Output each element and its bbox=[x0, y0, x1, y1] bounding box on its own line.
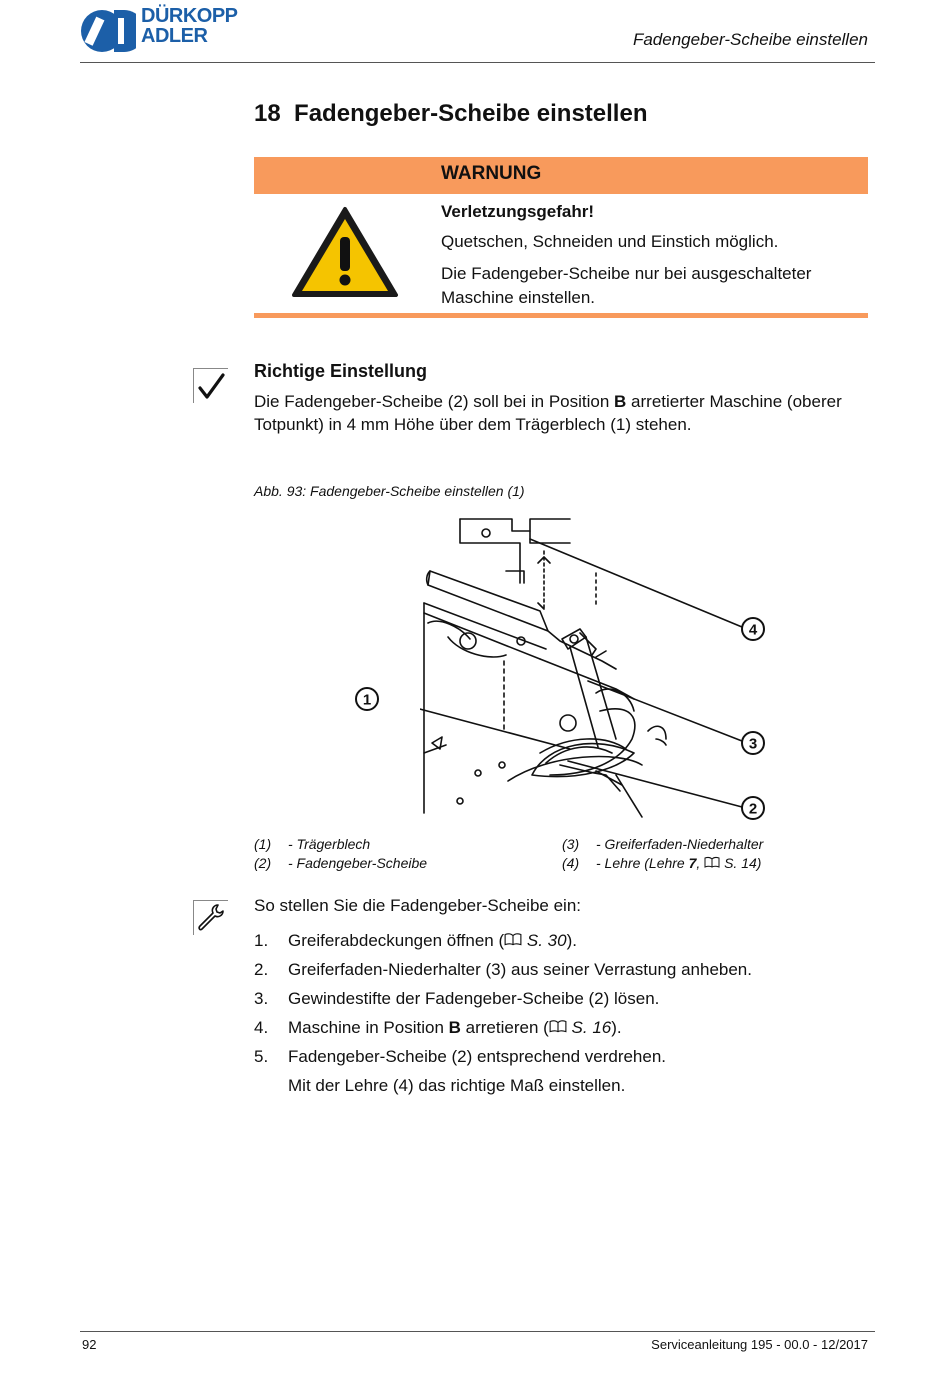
step-number: 5. bbox=[254, 1047, 269, 1066]
step-result: Mit der Lehre (4) das richtige Maß einstellen. bbox=[288, 1076, 626, 1095]
legend-num: (4) bbox=[562, 855, 580, 871]
technical-drawing bbox=[420, 513, 780, 833]
legend-text: - Lehre (Lehre bbox=[596, 855, 689, 871]
callout-4-label: 4 bbox=[748, 621, 758, 639]
warning-line-2: Die Fadengeber-Scheibe nur bei ausgeschalteter Maschine einstellen. bbox=[441, 264, 812, 307]
warning-header-bar bbox=[254, 157, 868, 194]
procedure-intro: So stellen Sie die Fadengeber-Scheibe ein: bbox=[254, 896, 581, 915]
step-number: 2. bbox=[254, 960, 269, 979]
brand-logo-icon bbox=[80, 8, 136, 54]
step-number: 1. bbox=[254, 931, 269, 950]
step-text: Maschine in Position bbox=[288, 1018, 449, 1037]
step-text-end: ). bbox=[611, 1018, 622, 1037]
step-text-mid: arretieren ( bbox=[460, 1018, 549, 1037]
step-5 bbox=[254, 1047, 666, 1067]
warning-triangle-icon bbox=[290, 205, 400, 299]
warning-label: WARNUNG bbox=[441, 163, 542, 184]
callout-2-label: 2 bbox=[748, 800, 758, 818]
brand-line-2: ADLER bbox=[141, 25, 208, 47]
step-text-end: ). bbox=[566, 931, 577, 950]
legend-item-3 bbox=[562, 836, 763, 852]
legend-item-4 bbox=[562, 855, 761, 871]
step-position: B bbox=[448, 1018, 461, 1037]
correct-setting-text-1: Die Fadengeber-Scheibe (2) soll bei in Position bbox=[254, 392, 615, 411]
warning-line-1: Quetschen, Schneiden und Einstich möglich. bbox=[441, 232, 779, 251]
step-4 bbox=[254, 1018, 622, 1038]
chapter-number: 18 bbox=[254, 100, 281, 127]
callout-2 bbox=[740, 795, 766, 821]
callout-3 bbox=[740, 730, 766, 756]
legend-text: , bbox=[696, 855, 701, 871]
legend-text: - Greiferfaden-Niederhalter bbox=[596, 836, 764, 852]
legend-text-bold: 7 bbox=[688, 855, 697, 871]
correct-setting-position: B bbox=[614, 392, 627, 411]
step-text: Greiferabdeckungen öffnen ( bbox=[288, 931, 505, 950]
correct-setting-text bbox=[254, 390, 874, 436]
step-text: Fadengeber-Scheibe (2) entsprechend verdrehen. bbox=[288, 1047, 667, 1066]
legend-text: - Trägerblech bbox=[288, 836, 371, 852]
step-number: 3. bbox=[254, 989, 269, 1008]
callout-3-label: 3 bbox=[748, 735, 758, 753]
running-title: Fadengeber-Scheibe einstellen bbox=[632, 30, 868, 49]
legend-num: (2) bbox=[254, 855, 272, 871]
checkmark-icon bbox=[194, 369, 228, 403]
callout-4 bbox=[740, 616, 766, 642]
correct-setting-text-2: arretierter Maschine (oberer Totpunkt) in 4 mm Höhe über dem Trägerblech (1) stehen. bbox=[254, 392, 842, 434]
brand-wordmark bbox=[141, 6, 238, 46]
legend-item-1 bbox=[254, 836, 370, 852]
step-number: 4. bbox=[254, 1018, 269, 1037]
callout-1 bbox=[354, 686, 380, 712]
brand-line-1: DÜRKOPP bbox=[141, 5, 238, 27]
legend-ref: S. 14) bbox=[720, 855, 762, 871]
chapter-title bbox=[254, 100, 647, 128]
checkmark-box bbox=[193, 368, 228, 403]
book-icon bbox=[704, 856, 720, 868]
page-number: 92 bbox=[82, 1337, 97, 1352]
footer-rule bbox=[80, 1331, 875, 1332]
document-reference: Serviceanleitung 195 - 00.0 - 12/2017 bbox=[651, 1337, 868, 1352]
step-2 bbox=[254, 960, 752, 980]
correct-setting-heading: Richtige Einstellung bbox=[254, 361, 428, 381]
step-3 bbox=[254, 989, 659, 1009]
legend-num: (3) bbox=[562, 836, 580, 852]
header-rule bbox=[80, 62, 875, 63]
legend-text: - Fadengeber-Scheibe bbox=[288, 855, 428, 871]
wrench-box bbox=[193, 900, 228, 935]
wrench-icon bbox=[194, 901, 228, 935]
callout-1-label: 1 bbox=[362, 691, 372, 709]
step-text: Gewindestifte der Fadengeber-Scheibe (2) lösen. bbox=[288, 989, 660, 1008]
step-reference[interactable]: S. 16 bbox=[571, 1018, 612, 1037]
legend-num: (1) bbox=[254, 836, 272, 852]
warning-subtitle: Verletzungsgefahr! bbox=[441, 202, 595, 221]
figure-caption: Abb. 93: Fadengeber-Scheibe einstellen (1) bbox=[254, 483, 525, 499]
warning-bottom-rule bbox=[254, 313, 868, 318]
book-icon bbox=[549, 1019, 567, 1033]
legend-item-2 bbox=[254, 855, 427, 871]
chapter-title-text: Fadengeber-Scheibe einstellen bbox=[294, 100, 648, 127]
step-text: Greiferfaden-Niederhalter (3) aus seiner Verrastung anheben. bbox=[288, 960, 752, 979]
step-1 bbox=[254, 931, 577, 951]
step-reference[interactable]: S. 30 bbox=[526, 931, 567, 950]
book-icon bbox=[504, 932, 522, 946]
